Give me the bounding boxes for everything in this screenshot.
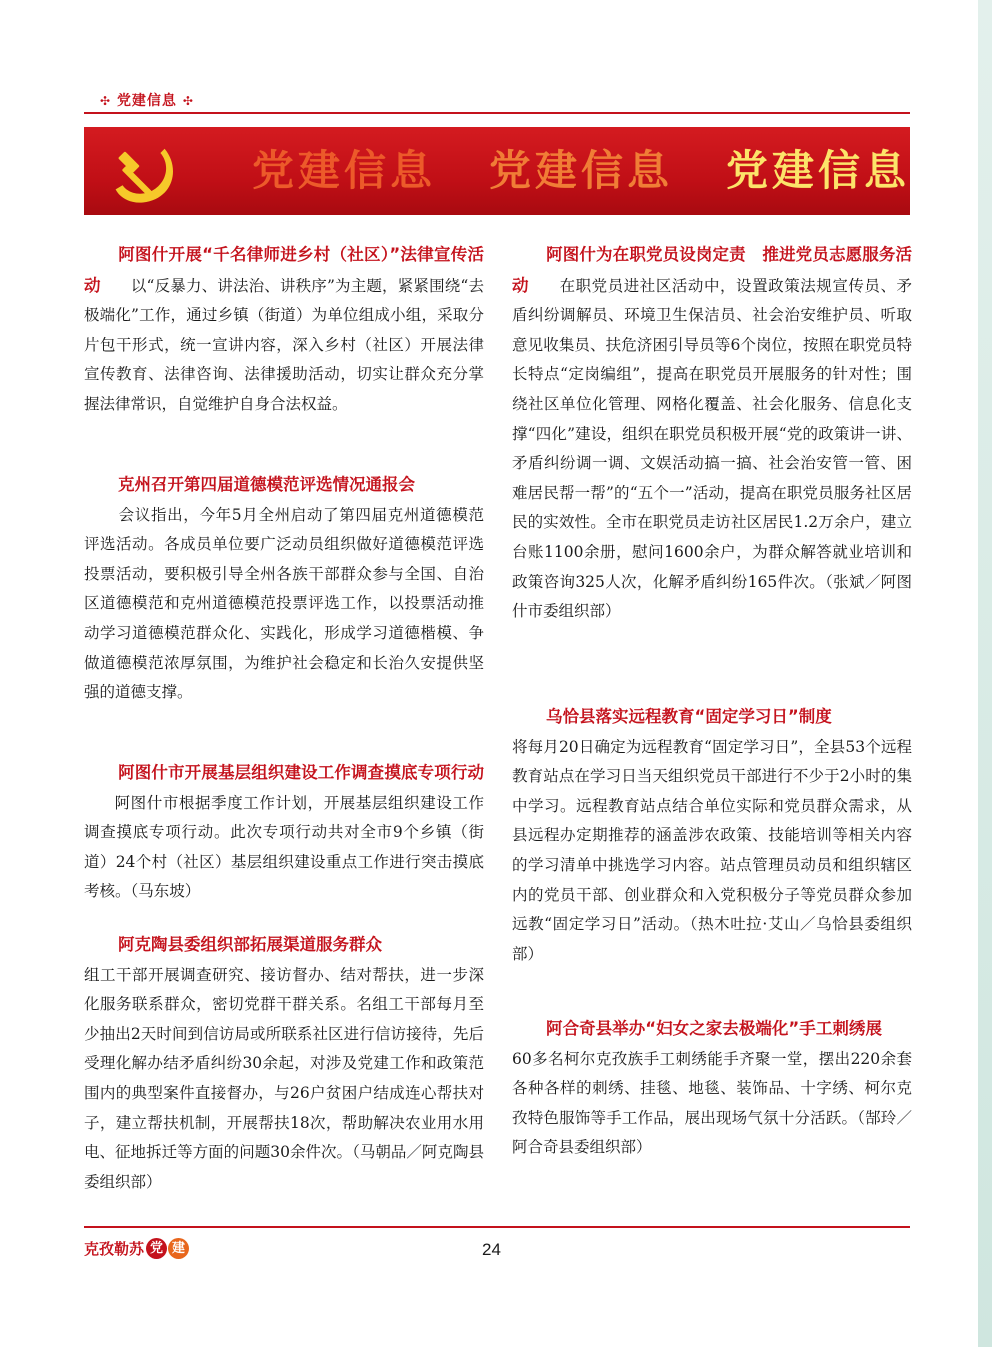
section-label-text: 党建信息 bbox=[116, 93, 177, 109]
page-number: 24 bbox=[482, 1240, 501, 1259]
article-body: 60多名柯尔克孜族手工刺绣能手齐聚一堂，摆出220余套各种各样的刺绣、挂毯、地毯、装饰品、十字绣、柯尔克孜特色服饰等手工作品，展出现场气氛十分活跃。（郜玲／阿合奇县委组织部） bbox=[512, 1049, 912, 1157]
footer-rule bbox=[84, 1226, 910, 1228]
article-title: 阿图什为在职党员设岗定责 推进党员志愿服务活动 bbox=[512, 245, 912, 295]
banner-heading: 党建信息 bbox=[252, 146, 437, 195]
side-color-strip bbox=[978, 0, 992, 1347]
article-title: 阿合奇县举办“妇女之家去极端化”手工刺绣展 bbox=[546, 1019, 882, 1038]
article-title: 阿图什市开展基层组织建设工作调查摸底专项行动 bbox=[118, 763, 484, 782]
header-banner bbox=[84, 127, 910, 215]
article-body: 会议指出，今年5月全州启动了第四届克州道德模范评选活动。各成员单位要广泛动员组织做好道德模范评选投票活动，要积极引导全州各族干部群众参与全国、自治区道德模范和克州道德模范投票评选工作，以投票活动推动学习道德模范群众化、实践化，形成学习道德楷模、争做道德模范浓厚氛围，为维护社会稳定和长治久安提供坚强的道德支撑。 bbox=[84, 505, 484, 702]
section-label bbox=[100, 90, 194, 110]
ornament-icon: ✣ bbox=[100, 94, 112, 108]
article-body: 在职党员进社区活动中，设置政策法规宣传员、矛盾纠纷调解员、环境卫生保洁员、社会治安维护员、听取意见收集员、扶危济困引导员等6个岗位，按照在职党员特长特点“定岗编组”，提高在职党员开展服务的针对性；围绕社区单位化管理、网格化覆盖、社会化服务、信息化支撑“四化”建设，组织在职党员积极开展“党的政策讲一讲、矛盾纠纷调一调、文娱活动搞一搞、社会治安管一管、困难居民帮一帮”的“五个一”活动，提高在职党员服务社区居民的实效性。全市在职党员走访社区居民1.2万余户，建立台账1100余册，慰问1600余户，为群众解答就业培训和政策咨询325人次，化解矛盾纠纷165件次。（张斌／阿图什市委组织部） bbox=[512, 276, 912, 621]
banner-heading: 党建信息 bbox=[726, 146, 910, 195]
footer-brand-text: 克孜勒苏 bbox=[84, 1240, 145, 1258]
article bbox=[84, 240, 484, 420]
article-title: 克州召开第四届道德模范评选情况通报会 bbox=[118, 475, 415, 494]
article-body: 将每月20日确定为远程教育“固定学习日”，全县53个远程教育站点在学习日当天组织党员干部进行不少于2小时的集中学习。远程教育站点结合单位实际和党员群众需求，从县远程办定期推荐的涵盖涉农政策、技能培训等相关内容的学习清单中挑选学习内容。站点管理员动员和组织辖区内的党员干部、创业群众和入党积极分子等党员群众参加远教“固定学习日”活动。（热木吐拉·艾山／乌恰县委组织部） bbox=[512, 737, 912, 963]
article bbox=[512, 1014, 912, 1163]
article-body: 阿图什市根据季度工作计划，开展基层组织建设工作调查摸底专项行动。此次专项行动共对全市9个乡镇（街道）24个村（社区）基层组织建设重点工作进行突击摸底考核。（马东坡） bbox=[84, 793, 484, 901]
article bbox=[84, 930, 484, 1197]
article bbox=[512, 702, 912, 969]
brand-badge: 党 bbox=[146, 1238, 167, 1259]
article bbox=[512, 240, 912, 627]
header-rule bbox=[84, 112, 910, 114]
hammer-sickle-icon bbox=[110, 139, 180, 209]
banner-heading: 党建信息 bbox=[489, 146, 674, 195]
footer-brand bbox=[84, 1238, 189, 1259]
article-title: 阿图什开展“千名律师进乡村（社区）”法律宣传活动 bbox=[84, 245, 484, 295]
article-body: 以“反暴力、讲法治、讲秩序”为主题，紧紧围绕“去极端化”工作，通过乡镇（街道）为单位组成小组，采取分片包干形式，统一宣讲内容，深入乡村（社区）开展法律宣传教育、法律咨询、法律援助活动，切实让群众充分掌握法律常识，自觉维护自身合法权益。 bbox=[84, 276, 484, 413]
article-title: 乌恰县落实远程教育“固定学习日”制度 bbox=[546, 707, 832, 726]
ornament-icon: ✣ bbox=[182, 94, 194, 108]
brand-badge: 建 bbox=[168, 1238, 189, 1259]
article-body: 组工干部开展调查研究、接访督办、结对帮扶，进一步深化服务联系群众，密切党群干群关系。名组工干部每月至少抽出2天时间到信访局或所联系社区进行信访接待，先后受理化解办结矛盾纠纷30余起，对涉及党建工作和政策范围内的典型案件直接督办，与26户贫困户结成连心帮扶对子，建立帮扶机制，开展帮扶18次，帮助解决农业用水用电、征地拆迁等方面的问题30余件次。（马朝品／阿克陶县委组织部） bbox=[84, 965, 484, 1191]
article-title: 阿克陶县委组织部拓展渠道服务群众 bbox=[118, 935, 382, 954]
article bbox=[84, 470, 484, 708]
article bbox=[84, 758, 484, 907]
